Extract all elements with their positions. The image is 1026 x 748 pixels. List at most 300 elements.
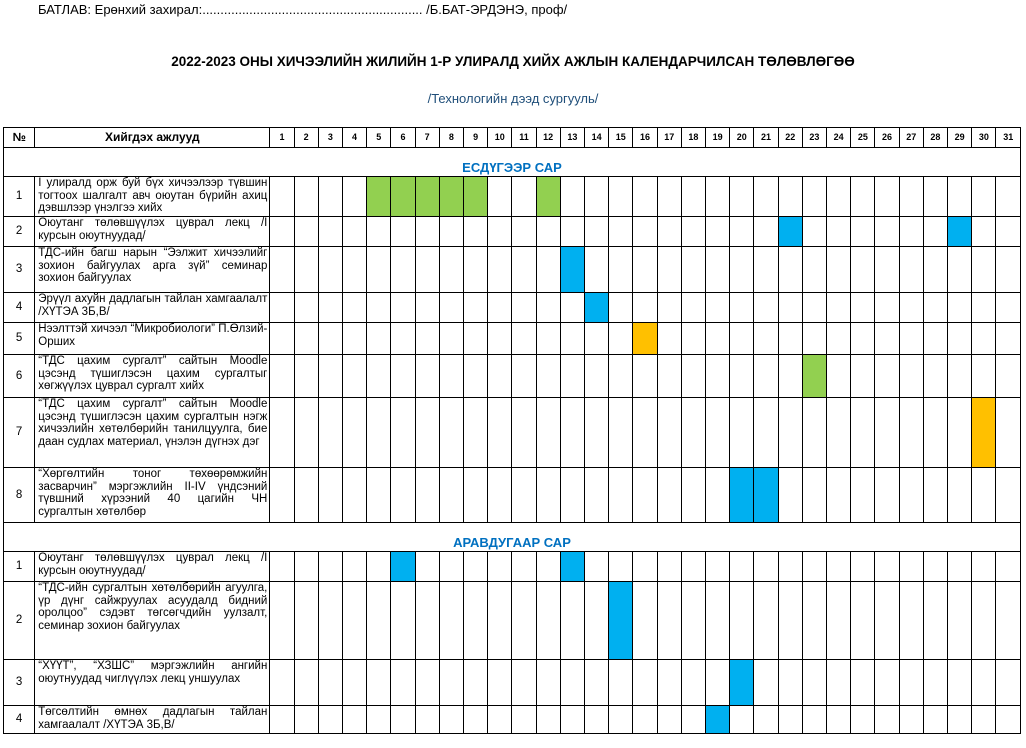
day-cell	[560, 323, 584, 355]
activity-description: Нээлттэй хичээл “Микробиологи” П.Өлзий-Орших	[35, 323, 270, 355]
day-cell	[778, 660, 802, 706]
column-header-day: 20	[730, 128, 754, 148]
scheduled-day-cell	[633, 323, 657, 355]
day-cell	[923, 323, 947, 355]
column-header-day: 5	[367, 128, 391, 148]
day-cell	[584, 217, 608, 247]
day-cell	[681, 660, 705, 706]
column-header-day: 1	[270, 128, 294, 148]
day-cell	[875, 398, 899, 468]
day-cell	[512, 293, 536, 323]
day-cell	[899, 582, 923, 660]
column-header-day: 17	[657, 128, 681, 148]
column-header-day: 11	[512, 128, 536, 148]
activity-description: ТДС-ийн багш нарын “Ээлжит хичээлийг зохион байгуулах арга зүй” семинар зохион байгуулах	[35, 247, 270, 293]
day-cell	[706, 323, 730, 355]
column-header-day: 12	[536, 128, 560, 148]
day-cell	[294, 468, 318, 523]
day-cell	[633, 293, 657, 323]
day-cell	[778, 247, 802, 293]
day-cell	[318, 293, 342, 323]
day-cell	[875, 468, 899, 523]
day-cell	[488, 468, 512, 523]
month-heading: ЕСДҮГЭЭР САР	[462, 160, 562, 176]
day-cell	[754, 582, 778, 660]
day-cell	[318, 552, 342, 582]
day-cell	[439, 582, 463, 660]
day-cell	[584, 323, 608, 355]
day-cell	[609, 468, 633, 523]
day-cell	[996, 323, 1021, 355]
day-cell	[367, 552, 391, 582]
day-cell	[899, 552, 923, 582]
day-cell	[415, 247, 439, 293]
day-cell	[754, 355, 778, 398]
day-cell	[875, 323, 899, 355]
header-row	[4, 128, 1021, 148]
day-cell	[827, 660, 851, 706]
month-cell	[4, 148, 1021, 177]
day-cell	[270, 398, 294, 468]
activity-description: I улиралд орж буй бүх хичээлээр түвшин тогтоох шалгалт авч оюутан бүрийн ахиц дэвшлээр үнэлгээ хийх	[35, 177, 270, 217]
day-cell	[488, 217, 512, 247]
day-cell	[463, 355, 487, 398]
activity-row	[4, 552, 1021, 582]
day-cell	[681, 355, 705, 398]
day-cell	[875, 355, 899, 398]
day-cell	[875, 293, 899, 323]
day-cell	[318, 706, 342, 734]
day-cell	[560, 217, 584, 247]
day-cell	[609, 552, 633, 582]
day-cell	[851, 177, 875, 217]
day-cell	[512, 660, 536, 706]
row-number: 3	[4, 247, 35, 293]
activity-row	[4, 582, 1021, 660]
day-cell	[318, 177, 342, 217]
day-cell	[294, 660, 318, 706]
day-cell	[439, 247, 463, 293]
day-cell	[923, 468, 947, 523]
column-header-day: 14	[584, 128, 608, 148]
day-cell	[923, 217, 947, 247]
day-cell	[827, 552, 851, 582]
scheduled-day-cell	[706, 706, 730, 734]
day-cell	[633, 706, 657, 734]
day-cell	[851, 468, 875, 523]
day-cell	[584, 177, 608, 217]
day-cell	[342, 660, 366, 706]
day-cell	[367, 468, 391, 523]
day-cell	[391, 293, 415, 323]
day-cell	[415, 355, 439, 398]
day-cell	[633, 398, 657, 468]
day-cell	[996, 247, 1021, 293]
day-cell	[367, 293, 391, 323]
day-cell	[633, 355, 657, 398]
day-cell	[391, 398, 415, 468]
day-cell	[899, 247, 923, 293]
column-header-day: 21	[754, 128, 778, 148]
day-cell	[972, 217, 996, 247]
day-cell	[560, 398, 584, 468]
day-cell	[318, 217, 342, 247]
day-cell	[802, 552, 826, 582]
scheduled-day-cell	[778, 217, 802, 247]
day-cell	[899, 177, 923, 217]
day-cell	[560, 468, 584, 523]
day-cell	[681, 468, 705, 523]
day-cell	[802, 177, 826, 217]
column-header-day: 19	[706, 128, 730, 148]
day-cell	[778, 323, 802, 355]
day-cell	[730, 177, 754, 217]
row-number: 8	[4, 468, 35, 523]
calendar-plan-table	[3, 127, 1021, 734]
day-cell	[270, 177, 294, 217]
day-cell	[827, 582, 851, 660]
day-cell	[560, 293, 584, 323]
scheduled-day-cell	[391, 177, 415, 217]
day-cell	[488, 355, 512, 398]
day-cell	[681, 247, 705, 293]
day-cell	[609, 398, 633, 468]
day-cell	[415, 217, 439, 247]
day-cell	[972, 177, 996, 217]
day-cell	[270, 468, 294, 523]
day-cell	[802, 293, 826, 323]
day-cell	[972, 660, 996, 706]
day-cell	[996, 355, 1021, 398]
day-cell	[463, 398, 487, 468]
day-cell	[367, 706, 391, 734]
column-header-number: №	[4, 128, 35, 148]
day-cell	[367, 660, 391, 706]
day-cell	[875, 177, 899, 217]
day-cell	[463, 468, 487, 523]
day-cell	[706, 468, 730, 523]
scheduled-day-cell	[609, 582, 633, 660]
day-cell	[294, 552, 318, 582]
day-cell	[536, 468, 560, 523]
day-cell	[609, 217, 633, 247]
day-cell	[609, 177, 633, 217]
day-cell	[875, 660, 899, 706]
day-cell	[609, 247, 633, 293]
scheduled-day-cell	[584, 293, 608, 323]
day-cell	[706, 177, 730, 217]
day-cell	[584, 355, 608, 398]
scheduled-day-cell	[802, 355, 826, 398]
day-cell	[996, 660, 1021, 706]
day-cell	[778, 706, 802, 734]
activity-description: Төгсөлтийн өмнөх дадлагын тайлан хамгаалалт /ХҮТЭА 3Б,В/	[35, 706, 270, 734]
day-cell	[851, 217, 875, 247]
day-cell	[584, 247, 608, 293]
day-cell	[415, 468, 439, 523]
row-number: 4	[4, 293, 35, 323]
scheduled-day-cell	[439, 177, 463, 217]
day-cell	[706, 293, 730, 323]
day-cell	[948, 177, 972, 217]
day-cell	[730, 323, 754, 355]
day-cell	[488, 247, 512, 293]
day-cell	[923, 247, 947, 293]
day-cell	[512, 355, 536, 398]
day-cell	[802, 660, 826, 706]
day-cell	[270, 247, 294, 293]
day-cell	[730, 217, 754, 247]
day-cell	[754, 217, 778, 247]
day-cell	[512, 468, 536, 523]
day-cell	[342, 247, 366, 293]
day-cell	[923, 398, 947, 468]
day-cell	[657, 398, 681, 468]
day-cell	[827, 468, 851, 523]
day-cell	[488, 582, 512, 660]
day-cell	[899, 217, 923, 247]
day-cell	[730, 355, 754, 398]
day-cell	[512, 217, 536, 247]
day-cell	[827, 247, 851, 293]
day-cell	[706, 582, 730, 660]
day-cell	[536, 552, 560, 582]
day-cell	[851, 293, 875, 323]
day-cell	[367, 355, 391, 398]
day-cell	[318, 582, 342, 660]
day-cell	[488, 398, 512, 468]
day-cell	[318, 355, 342, 398]
day-cell	[706, 355, 730, 398]
day-cell	[342, 177, 366, 217]
day-cell	[391, 706, 415, 734]
day-cell	[923, 293, 947, 323]
day-cell	[391, 582, 415, 660]
day-cell	[996, 706, 1021, 734]
day-cell	[342, 582, 366, 660]
day-cell	[294, 247, 318, 293]
row-number: 6	[4, 355, 35, 398]
day-cell	[633, 247, 657, 293]
column-header-day: 15	[609, 128, 633, 148]
day-cell	[778, 177, 802, 217]
row-number: 7	[4, 398, 35, 468]
day-cell	[584, 582, 608, 660]
day-cell	[778, 293, 802, 323]
day-cell	[342, 398, 366, 468]
day-cell	[367, 247, 391, 293]
day-cell	[851, 355, 875, 398]
day-cell	[560, 582, 584, 660]
day-cell	[827, 398, 851, 468]
day-cell	[367, 323, 391, 355]
day-cell	[294, 177, 318, 217]
day-cell	[875, 706, 899, 734]
column-header-day: 16	[633, 128, 657, 148]
day-cell	[851, 706, 875, 734]
day-cell	[584, 398, 608, 468]
day-cell	[827, 706, 851, 734]
day-cell	[778, 468, 802, 523]
column-header-day: 25	[851, 128, 875, 148]
day-cell	[488, 706, 512, 734]
day-cell	[270, 355, 294, 398]
day-cell	[463, 247, 487, 293]
scheduled-day-cell	[463, 177, 487, 217]
scheduled-day-cell	[415, 177, 439, 217]
activity-row	[4, 468, 1021, 523]
activity-row	[4, 323, 1021, 355]
day-cell	[827, 217, 851, 247]
day-cell	[512, 582, 536, 660]
day-cell	[536, 706, 560, 734]
day-cell	[439, 398, 463, 468]
day-cell	[802, 468, 826, 523]
day-cell	[996, 398, 1021, 468]
day-cell	[318, 468, 342, 523]
day-cell	[948, 660, 972, 706]
day-cell	[463, 582, 487, 660]
scheduled-day-cell	[560, 247, 584, 293]
column-header-day: 7	[415, 128, 439, 148]
day-cell	[875, 582, 899, 660]
day-cell	[560, 177, 584, 217]
day-cell	[802, 582, 826, 660]
scheduled-day-cell	[560, 552, 584, 582]
day-cell	[923, 582, 947, 660]
day-cell	[923, 177, 947, 217]
column-header-day: 9	[463, 128, 487, 148]
day-cell	[415, 323, 439, 355]
column-header-day: 24	[827, 128, 851, 148]
column-header-day: 3	[318, 128, 342, 148]
column-header-day: 18	[681, 128, 705, 148]
column-header-day: 26	[875, 128, 899, 148]
day-cell	[706, 398, 730, 468]
day-cell	[948, 552, 972, 582]
day-cell	[560, 355, 584, 398]
day-cell	[681, 552, 705, 582]
day-cell	[415, 660, 439, 706]
day-cell	[802, 323, 826, 355]
day-cell	[972, 706, 996, 734]
day-cell	[609, 323, 633, 355]
day-cell	[584, 468, 608, 523]
day-cell	[972, 468, 996, 523]
approval-line: БАТЛАВ: Ерөнхий захирал:............................................................. /Б.БАТ-ЭРДЭНЭ, проф/	[38, 2, 568, 17]
day-cell	[294, 582, 318, 660]
day-cell	[875, 247, 899, 293]
day-cell	[391, 217, 415, 247]
day-cell	[802, 217, 826, 247]
day-cell	[851, 323, 875, 355]
column-header-day: 30	[972, 128, 996, 148]
day-cell	[342, 468, 366, 523]
day-cell	[730, 582, 754, 660]
column-header-activity: Хийгдэх ажлууд	[35, 128, 270, 148]
day-cell	[706, 217, 730, 247]
day-cell	[754, 706, 778, 734]
day-cell	[439, 293, 463, 323]
day-cell	[948, 468, 972, 523]
day-cell	[754, 660, 778, 706]
day-cell	[706, 660, 730, 706]
day-cell	[270, 217, 294, 247]
row-number: 2	[4, 217, 35, 247]
day-cell	[391, 660, 415, 706]
day-cell	[391, 355, 415, 398]
day-cell	[318, 660, 342, 706]
day-cell	[899, 323, 923, 355]
day-cell	[972, 582, 996, 660]
scheduled-day-cell	[730, 468, 754, 523]
day-cell	[730, 293, 754, 323]
column-header-day: 8	[439, 128, 463, 148]
column-header-day: 6	[391, 128, 415, 148]
activity-row	[4, 355, 1021, 398]
day-cell	[463, 660, 487, 706]
day-cell	[536, 323, 560, 355]
day-cell	[294, 706, 318, 734]
day-cell	[948, 398, 972, 468]
day-cell	[778, 398, 802, 468]
scheduled-day-cell	[367, 177, 391, 217]
activity-row	[4, 706, 1021, 734]
activity-row	[4, 177, 1021, 217]
day-cell	[851, 582, 875, 660]
day-cell	[391, 468, 415, 523]
day-cell	[536, 398, 560, 468]
month-cell	[4, 523, 1021, 552]
day-cell	[342, 355, 366, 398]
activity-description: “Хөргөлтийн тоног төхөөрөмжийн засварчин” мэргэжлийн II-IV үндсэний түвшний хүрээний 40 цагийн ЧН сургалтын хөтөлбөр	[35, 468, 270, 523]
day-cell	[972, 355, 996, 398]
day-cell	[681, 323, 705, 355]
day-cell	[488, 552, 512, 582]
activity-row	[4, 660, 1021, 706]
day-cell	[439, 706, 463, 734]
day-cell	[996, 552, 1021, 582]
day-cell	[270, 552, 294, 582]
day-cell	[270, 582, 294, 660]
scheduled-day-cell	[948, 217, 972, 247]
row-number: 2	[4, 582, 35, 660]
day-cell	[415, 293, 439, 323]
day-cell	[463, 552, 487, 582]
column-header-day: 23	[802, 128, 826, 148]
day-cell	[512, 177, 536, 217]
day-cell	[415, 552, 439, 582]
day-cell	[802, 247, 826, 293]
day-cell	[270, 293, 294, 323]
day-cell	[948, 247, 972, 293]
row-number: 1	[4, 177, 35, 217]
day-cell	[318, 398, 342, 468]
day-cell	[802, 706, 826, 734]
activity-description: “ТДС-ийн сургалтын хөтөлбөрийн агуулга, үр дүнг сайжруулах асуудалд бидний оролцоо” сэдэвт төгсөгчдийн уулзалт, семинар зохион байгуулах	[35, 582, 270, 660]
day-cell	[923, 706, 947, 734]
day-cell	[827, 177, 851, 217]
day-cell	[972, 552, 996, 582]
day-cell	[681, 706, 705, 734]
day-cell	[512, 398, 536, 468]
day-cell	[270, 323, 294, 355]
day-cell	[633, 660, 657, 706]
column-header-day: 28	[923, 128, 947, 148]
day-cell	[899, 293, 923, 323]
day-cell	[996, 582, 1021, 660]
day-cell	[802, 398, 826, 468]
